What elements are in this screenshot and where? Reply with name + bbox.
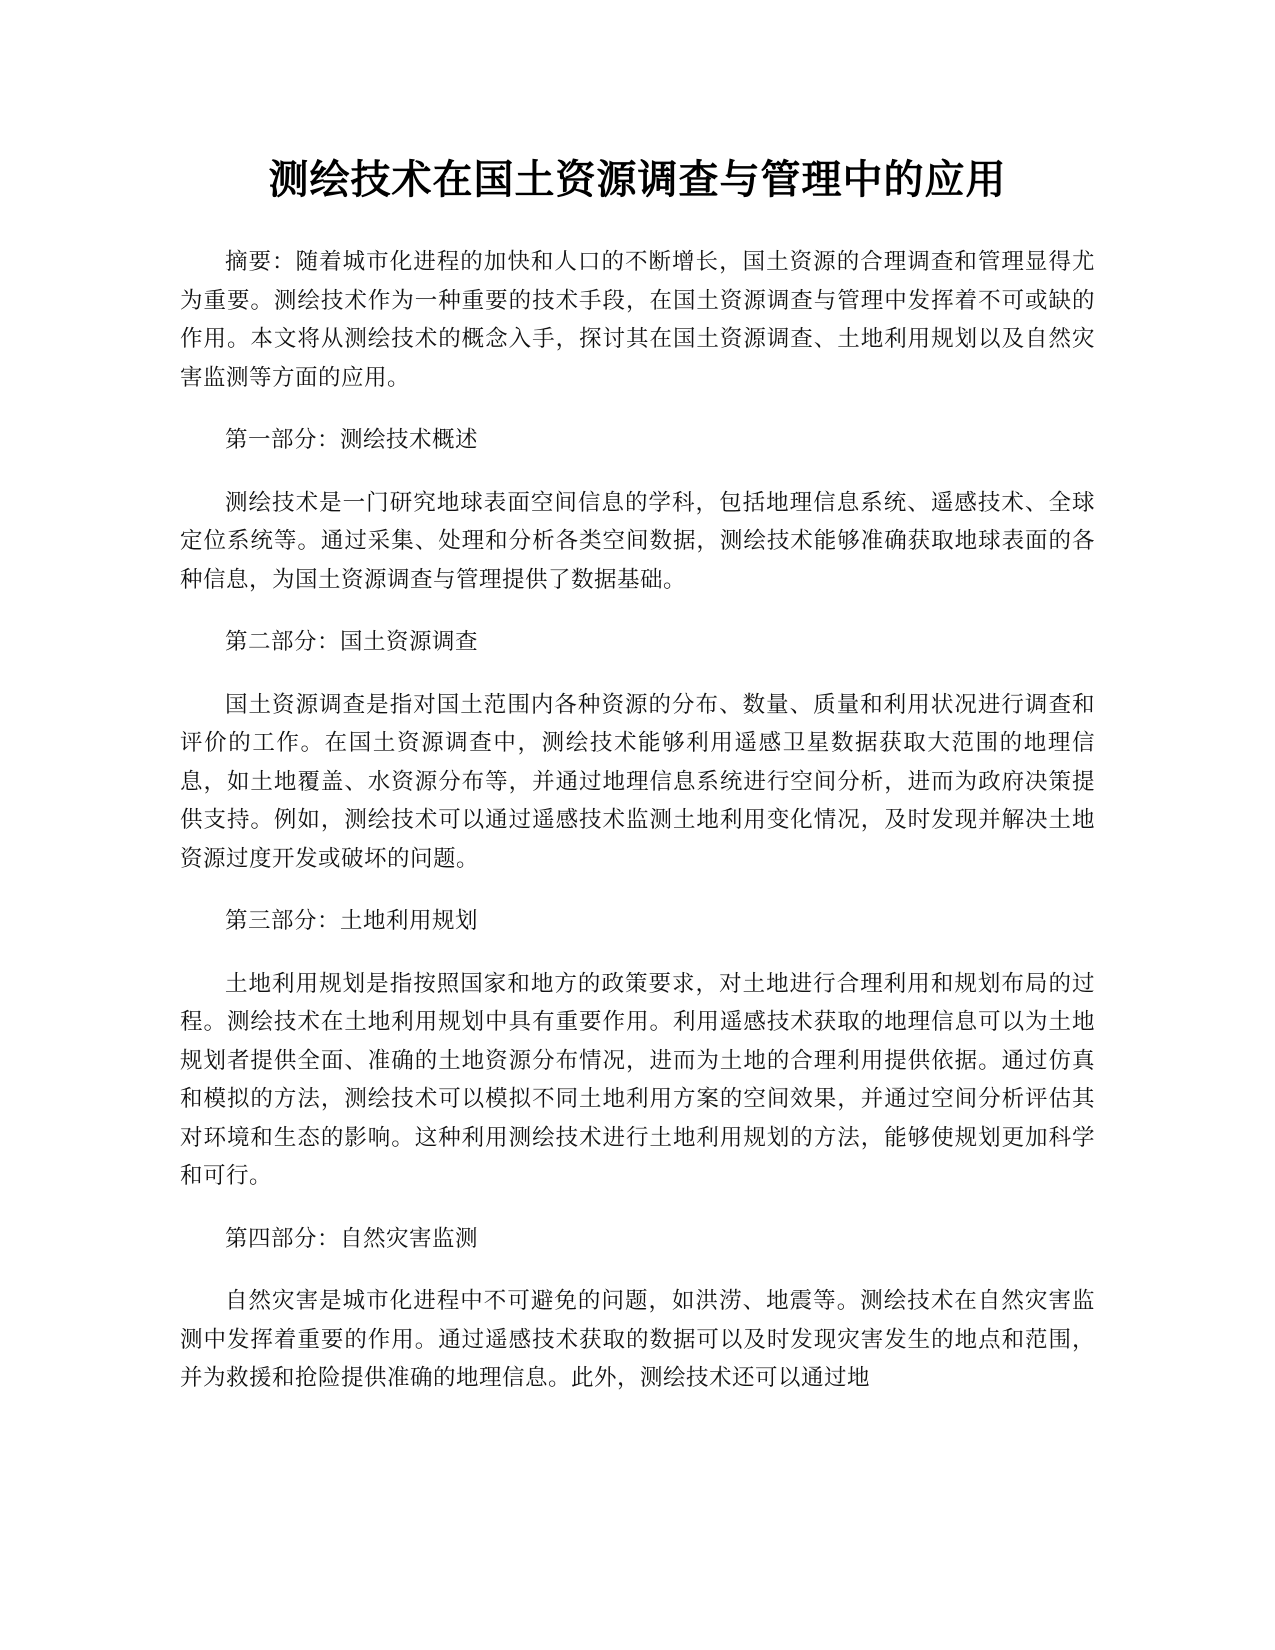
- section-paragraph-1: 测绘技术是一门研究地球表面空间信息的学科，包括地理信息系统、遥感技术、全球定位系统等。通过采集、处理和分析各类空间数据，测绘技术能够准确获取地球表面的各种信息，为国土资源调查与管理提供了数据基础。: [180, 489, 1095, 593]
- section-paragraph-2: 国土资源调查是指对国土范围内各种资源的分布、数量、质量和利用状况进行调查和评价的工作。在国土资源调查中，测绘技术能够利用遥感卫星数据获取大范围的地理信息，如土地覆盖、水资源分布等，并通过地理信息系统进行空间分析，进而为政府决策提供支持。例如，测绘技术可以通过遥感技术监测土地利用变化情况，及时发现并解决土地资源过度开发或破坏的问题。: [180, 691, 1095, 872]
- section-paragraph-3: 土地利用规划是指按照国家和地方的政策要求，对土地进行合理利用和规划布局的过程。测绘技术在土地利用规划中具有重要作用。利用遥感技术获取的地理信息可以为土地规划者提供全面、准确的土地资源分布情况，进而为土地的合理利用提供依据。通过仿真和模拟的方法，测绘技术可以模拟不同土地利用方案的空间效果，并通过空间分析评估其对环境和生态的影响。这种利用测绘技术进行土地利用规划的方法，能够使规划更加科学和可行。: [180, 970, 1095, 1189]
- document-page: [180, 0, 1095, 1650]
- document-body: [180, 243, 1095, 1422]
- section-heading-1: 第一部分：测绘技术概述: [225, 427, 479, 453]
- section-paragraph-4: 自然灾害是城市化进程中不可避免的问题，如洪涝、地震等。测绘技术在自然灾害监测中发挥着重要的作用。通过遥感技术获取的数据可以及时发现灾害发生的地点和范围，并为救援和抢险提供准确的地理信息。此外，测绘技术还可以通过地: [180, 1288, 1095, 1391]
- section-heading-2: 第二部分：国土资源调查: [225, 629, 479, 655]
- section-heading-3: 第三部分：土地利用规划: [225, 908, 479, 934]
- section-heading-4: 第四部分：自然灾害监测: [225, 1225, 479, 1252]
- document-title: 测绘技术在国土资源调查与管理中的应用: [268, 157, 1007, 203]
- abstract-paragraph: 摘要：随着城市化进程的加快和人口的不断增长，国土资源的合理调查和管理显得尤为重要。测绘技术作为一种重要的技术手段，在国土资源调查与管理中发挥着不可或缺的作用。本文将从测绘技术的概念入手，探讨其在国土资源调查、土地利用规划以及自然灾害监测等方面的应用。: [180, 249, 1095, 391]
